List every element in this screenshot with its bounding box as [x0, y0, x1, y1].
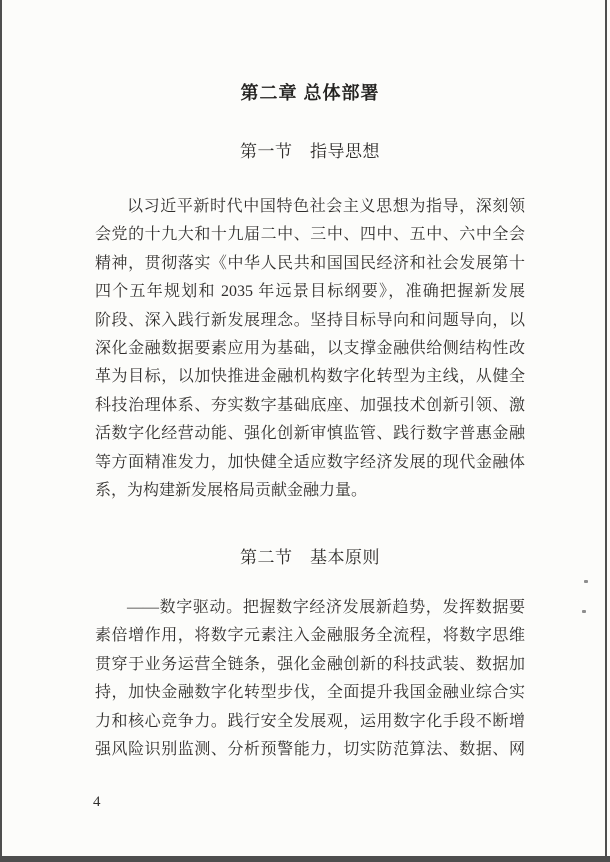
scan-speck: [584, 580, 588, 583]
text-line: 贯穿于业务运营全链条，强化金融创新的科技武装、数据加: [95, 655, 525, 673]
text-line: 会党的十九大和十九届二中、三中、四中、五中、六中全会: [95, 226, 525, 244]
paragraph-guiding-ideology: [95, 193, 525, 505]
text-line: 素倍增作用，将数字元素注入金融服务全流程，将数字思维: [95, 627, 525, 645]
text-line: 活数字化经营动能、强化创新审慎监管、践行数字普惠金融: [95, 425, 525, 443]
paragraph-digital-drive: [95, 594, 525, 764]
text-line: 科技治理体系、夯实数字基础底座、加强技术创新引领、激: [95, 396, 525, 414]
text-line: 阶段、深入践行新发展理念。坚持目标导向和问题导向，以: [95, 311, 525, 329]
page-content: [95, 0, 525, 862]
section-title-basic-principles: 第二节 基本原则: [240, 548, 380, 567]
scan-border-left: [0, 0, 2, 862]
text-line: 力和核心竞争力。践行安全发展观，运用数字化手段不断增: [95, 712, 525, 730]
text-line: 精神，贯彻落实《中华人民共和国国民经济和社会发展第十: [95, 254, 525, 272]
scan-speck: [582, 610, 586, 613]
text-line: 革为目标，以加快推进金融机构数字化转型为主线，从健全: [95, 368, 525, 386]
text-line: 四个五年规划和 2035 年远景目标纲要》，准确把握新发展: [95, 283, 525, 301]
text-line: 以习近平新时代中国特色社会主义思想为指导，深刻领: [127, 198, 525, 215]
text-line: 强风险识别监测、分析预警能力，切实防范算法、数据、网: [95, 741, 525, 759]
text-line: 等方面精准发力，加快健全适应数字经济发展的现代金融体: [95, 453, 525, 471]
scan-border-bottom: [0, 856, 610, 862]
scan-border-right: [605, 0, 607, 862]
text-line: ——数字驱动。把握数字经济发展新趋势，发挥数据要: [127, 599, 525, 616]
text-line: 深化金融数据要素应用为基础，以支撑金融供给侧结构性改: [95, 340, 525, 358]
section-title-guiding-ideology: 第一节 指导思想: [240, 142, 380, 161]
page-number: 4: [93, 794, 101, 810]
text-line: 持，加快金融数字化转型步伐，全面提升我国金融业综合实: [95, 684, 525, 702]
text-line: 系，为构建新发展格局贡献金融力量。: [95, 482, 368, 500]
chapter-title: 第二章 总体部署: [240, 83, 380, 103]
